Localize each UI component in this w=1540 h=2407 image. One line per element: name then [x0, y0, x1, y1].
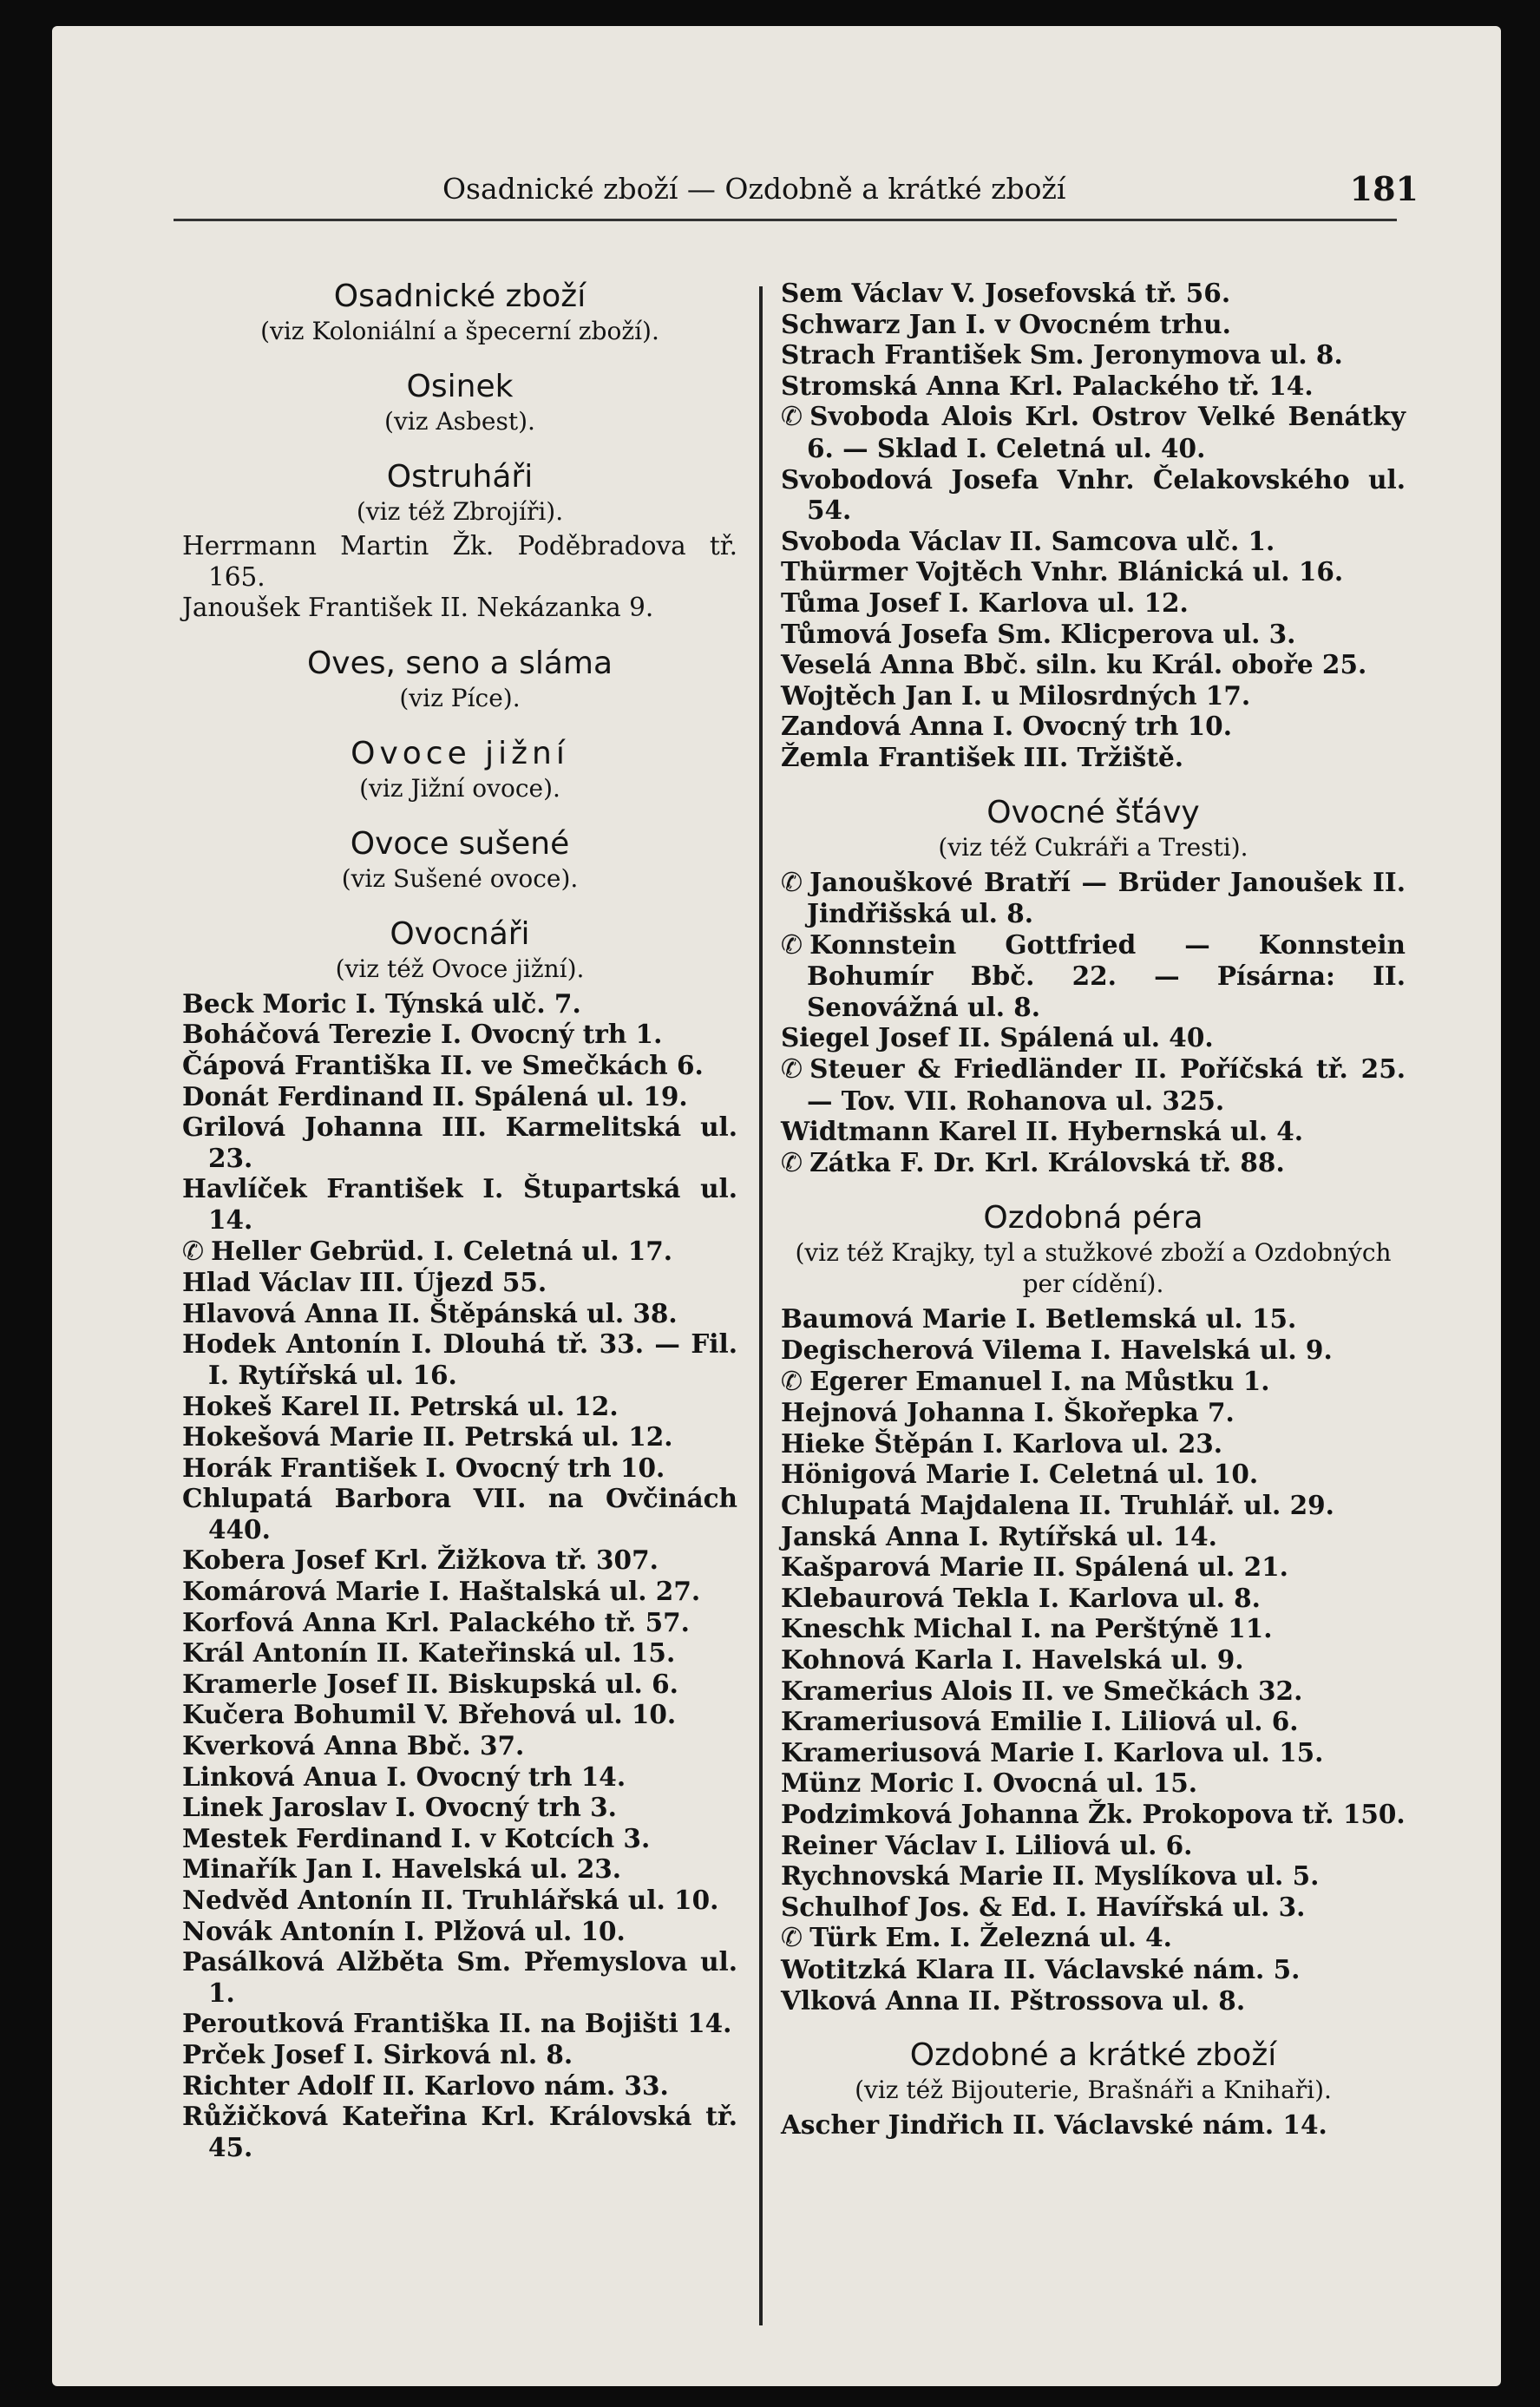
cross-reference: (viz Asbest). [384, 407, 535, 436]
directory-entry [781, 401, 1406, 463]
entry-text: Janoušek František II. Nekázanka 9. [182, 593, 654, 623]
entry-text: Chlupatá Barbora VII. na Ovčinách 440. [182, 1483, 737, 1545]
section-heading: Oves, seno a sláma [306, 645, 613, 681]
entry-text: Linková Anua I. Ovocný trh 14. [182, 1761, 626, 1792]
entry-text: Mestek Ferdinand I. v Kotcích 3. [182, 1822, 651, 1853]
section-heading: Ovoce jižní [351, 735, 569, 771]
directory-entry [182, 1853, 737, 1885]
directory-entry [781, 742, 1406, 773]
directory-entry [182, 1576, 737, 1607]
directory-entry [781, 1459, 1406, 1490]
entry-text: Kramerius Alois II. ve Smečkách 32. [781, 1675, 1303, 1706]
entry-text: Krameriusová Emilie I. Liliová ul. 6. [781, 1706, 1299, 1737]
entry-text: Novák Antonín I. Plžová ul. 10. [182, 1915, 626, 1946]
entry-text: Janská Anna I. Rytířská ul. 14. [781, 1520, 1217, 1551]
entry-text: Chlupatá Majdalena II. Truhlář. ul. 29. [781, 1490, 1334, 1520]
entry-text: Grilová Johanna III. Karmelitská ul. 23. [182, 1112, 737, 1173]
entry-text: Kašparová Marie II. Spálená ul. 21. [781, 1551, 1288, 1583]
entry-text: Rychnovská Marie II. Myslíkova ul. 5. [781, 1860, 1320, 1892]
entry-text: Hlavová Anna II. Štěpánská ul. 38. [182, 1297, 678, 1328]
telephone-icon: ✆ [781, 402, 803, 433]
directory-entry [781, 1583, 1406, 1614]
entry-text: Steuer & Friedländer II. Poříčská tř. 25. — Tov. VII. Rohanova ul. 325. [807, 1053, 1406, 1116]
directory-entry [781, 1644, 1406, 1676]
cross-reference: (viz též Ovoce jižní). [335, 954, 585, 983]
directory-entry [781, 1366, 1406, 1398]
directory-entry [781, 1551, 1406, 1583]
directory-entry [781, 680, 1406, 712]
entry-text: Hieke Štěpán I. Karlova ul. 23. [781, 1427, 1223, 1459]
directory-entry [182, 1607, 737, 1638]
entry-text: Kneschk Michal I. na Perštýně 11. [781, 1613, 1273, 1644]
entry-text: Krameriusová Marie I. Karlova ul. 15. [781, 1736, 1324, 1768]
section-heading: Osinek [406, 369, 514, 404]
telephone-icon: ✆ [781, 1366, 803, 1397]
directory-entry [182, 1173, 737, 1235]
entry-text: Klebaurová Tekla I. Karlova ul. 8. [781, 1582, 1261, 1613]
entry-text: Svobodová Josefa Vnhr. Čelakovského ul. 54. [781, 463, 1406, 526]
directory-entry [781, 526, 1406, 557]
directory-entry [781, 1147, 1406, 1179]
directory-entry [182, 1298, 737, 1329]
entry-text: Tůma Josef I. Karlova ul. 12. [781, 587, 1189, 618]
section-heading: Osadnické zboží [333, 279, 587, 314]
directory-entry [781, 2109, 1406, 2141]
section-heading: Ozdobné a krátké zboží [909, 2037, 1277, 2074]
entry-text: Žemla František III. Tržiště. [781, 741, 1184, 772]
directory-entry [781, 309, 1406, 340]
directory-entry [182, 1637, 737, 1669]
directory-entry [182, 2008, 737, 2039]
directory-entry [781, 1954, 1406, 1985]
entry-text: Zandová Anna I. Ovocný trh 10. [781, 711, 1232, 742]
entry-text: Komárová Marie I. Haštalská ul. 27. [182, 1576, 701, 1607]
directory-entry [182, 1946, 737, 2008]
entry-text: Donát Ferdinand II. Spálená ul. 19. [182, 1080, 688, 1112]
directory-entry [182, 1823, 737, 1854]
directory-entry [781, 464, 1406, 526]
directory-entry [781, 371, 1406, 402]
entry-text: Hlad Václav III. Újezd 55. [182, 1267, 547, 1298]
telephone-icon: ✆ [781, 1147, 803, 1178]
directory-entry [781, 556, 1406, 587]
entry-text: Konnstein Gottfried — Konnstein Bohumír Bbč. 22. — Písárna: II. Senovážná ul. 8. [807, 928, 1406, 1022]
directory-entry [182, 1916, 737, 1947]
entry-text: Korfová Anna Krl. Palackého tř. 57. [182, 1606, 690, 1637]
directory-page [52, 26, 1501, 2386]
entry-text: Kramerle Josef II. Biskupská ul. 6. [182, 1668, 678, 1699]
directory-entry [781, 1985, 1406, 2017]
directory-entry [781, 1706, 1406, 1737]
entry-text: Svoboda Alois Krl. Ostrov Velké Benátky 6. — Sklad I. Celetná ul. 40. [807, 401, 1406, 463]
entry-text: Reiner Václav I. Liliová ul. 6. [781, 1829, 1193, 1860]
entry-text: Nedvěd Antonín II. Truhlářská ul. 10. [182, 1885, 719, 1915]
entry-text: Schwarz Jan I. v Ovocném trhu. [781, 308, 1231, 339]
page-header [52, 165, 1501, 217]
entry-text: Wojtěch Jan I. u Milosrdných 17. [781, 679, 1251, 711]
entry-text: Kučera Bohumil V. Břehová ul. 10. [182, 1699, 677, 1730]
right-column [781, 278, 1406, 2141]
directory-entry [182, 1328, 737, 1390]
directory-entry [781, 278, 1406, 309]
entry-text: Herrmann Martin Žk. Poděbradova tř. 165. [182, 531, 737, 592]
directory-entry [781, 1830, 1406, 1861]
directory-entry [781, 1335, 1406, 1366]
directory-entry [182, 1050, 737, 1081]
entry-text: Hodek Antonín I. Dlouhá tř. 33. — Fil. I. Rytířská ul. 16. [182, 1328, 737, 1390]
directory-entry [182, 531, 737, 593]
entry-text: Svoboda Václav II. Samcova ulč. 1. [781, 525, 1275, 556]
directory-entry [182, 988, 737, 1020]
entry-text: Ascher Jindřich II. Václavské nám. 14. [781, 2109, 1327, 2141]
running-title: Osadnické zboží — Ozdobně a krátké zboží [442, 172, 1066, 206]
directory-entry [182, 1019, 737, 1050]
directory-entry [182, 1112, 737, 1173]
directory-entry [182, 1081, 737, 1112]
header-rule [174, 219, 1397, 221]
directory-entry [182, 1267, 737, 1298]
directory-entry [781, 929, 1406, 1023]
entry-text: Veselá Anna Bbč. siln. ku Král. oboře 25. [781, 649, 1367, 680]
entry-text: Vlková Anna II. Pštrossova ul. 8. [781, 1984, 1246, 2016]
telephone-icon: ✆ [182, 1236, 205, 1267]
cross-reference: (viz též Cukráři a Tresti). [938, 832, 1248, 862]
cross-reference: (viz Jižní ovoce). [359, 773, 560, 803]
entry-text: Baumová Marie I. Betlemská ul. 15. [781, 1303, 1297, 1335]
entry-text: Siegel Josef II. Spálená ul. 40. [781, 1022, 1214, 1053]
directory-entry [182, 1453, 737, 1484]
entry-text: Stromská Anna Krl. Palackého tř. 14. [781, 370, 1314, 401]
entry-text: Janouškové Bratří — Brüder Janoušek II. Jindřišská ul. 8. [807, 866, 1406, 929]
entry-text: Türk Em. I. Železná ul. 4. [809, 1922, 1172, 1953]
cross-reference: (viz Píce). [399, 683, 521, 712]
entry-text: Podzimková Johanna Žk. Prokopova tř. 150. [781, 1798, 1406, 1829]
section-heading: Ostruháři [386, 459, 534, 495]
directory-entry [781, 1397, 1406, 1428]
entry-text: Peroutková Františka II. na Bojišti 14. [182, 2008, 732, 2039]
entry-text: Minařík Jan I. Havelská ul. 23. [182, 1853, 622, 1885]
directory-entry [781, 1799, 1406, 1830]
directory-entry [182, 1421, 737, 1453]
entry-text: Degischerová Vilema I. Havelská ul. 9. [781, 1335, 1333, 1366]
entry-text: Hönigová Marie I. Celetná ul. 10. [781, 1459, 1259, 1490]
section-heading: Ovoce sušené [350, 825, 570, 862]
directory-entry [781, 587, 1406, 619]
entry-text: Strach František Sm. Jeronymova ul. 8. [781, 339, 1343, 371]
directory-entry [182, 1885, 737, 1916]
directory-entry [781, 1116, 1406, 1147]
section-heading: Ozdobná péra [983, 1200, 1203, 1236]
telephone-icon: ✆ [781, 929, 803, 961]
directory-entry [781, 1737, 1406, 1768]
entry-text: Tůmová Josefa Sm. Klicperova ul. 3. [781, 618, 1296, 649]
directory-entry [781, 1022, 1406, 1053]
directory-entry [182, 2101, 737, 2162]
directory-entry [182, 593, 737, 624]
directory-entry [781, 1768, 1406, 1799]
entry-text: Egerer Emanuel I. na Můstku 1. [809, 1365, 1270, 1396]
directory-entry [781, 1428, 1406, 1459]
directory-entry [182, 2039, 737, 2070]
directory-entry [781, 1303, 1406, 1335]
directory-entry [781, 1521, 1406, 1552]
section-heading: Ovocné šťávy [986, 794, 1200, 830]
directory-entry [781, 867, 1406, 929]
left-column [182, 278, 737, 2162]
directory-entry [781, 1676, 1406, 1707]
directory-entry [182, 1236, 737, 1268]
directory-entry [182, 1761, 737, 1793]
directory-entry [182, 1792, 737, 1823]
directory-entry [182, 1545, 737, 1576]
directory-entry [781, 1490, 1406, 1521]
directory-entry [781, 1053, 1406, 1116]
entry-text: Pasálková Alžběta Sm. Přemyslova ul. 1. [182, 1946, 737, 2008]
directory-entry [781, 339, 1406, 371]
entry-text: Čápová Františka II. ve Smečkách 6. [182, 1049, 704, 1080]
entry-text: Heller Gebrüd. I. Celetná ul. 17. [211, 1235, 673, 1266]
section-heading: Ovocnáři [390, 915, 530, 952]
entry-text: Růžičková Kateřina Krl. Královská tř. 45. [182, 2101, 737, 2162]
column-divider [759, 286, 763, 2325]
telephone-icon: ✆ [781, 1923, 803, 1954]
cross-reference: (viz též Bijouterie, Brašnáři a Knihaři). [855, 2076, 1332, 2105]
cross-reference: (viz též Zbrojíři). [356, 497, 564, 526]
page-number: 181 [1349, 169, 1419, 208]
entry-text: Zátka F. Dr. Krl. Královská tř. 88. [809, 1146, 1285, 1177]
entry-text: Richter Adolf II. Karlovo nám. 33. [182, 2069, 669, 2101]
entry-text: Hejnová Johanna I. Škořepka 7. [781, 1397, 1235, 1428]
directory-entry [781, 1860, 1406, 1892]
directory-entry [781, 649, 1406, 680]
directory-entry [182, 1699, 737, 1730]
entry-text: Boháčová Terezie I. Ovocný trh 1. [182, 1019, 663, 1050]
entry-text: Král Antonín II. Kateřinská ul. 15. [182, 1637, 676, 1669]
entry-text: Linek Jaroslav I. Ovocný trh 3. [182, 1792, 617, 1823]
directory-entry [781, 1613, 1406, 1644]
directory-entry [182, 1391, 737, 1422]
telephone-icon: ✆ [781, 867, 803, 898]
cross-reference: (viz Sušené ovoce). [341, 863, 579, 893]
directory-entry [182, 2070, 737, 2102]
entry-text: Schulhof Jos. & Ed. I. Havířská ul. 3. [781, 1891, 1306, 1922]
entry-text: Havlíček František I. Štupartská ul. 14. [182, 1173, 737, 1235]
entry-text: Sem Václav V. Josefovská tř. 56. [781, 278, 1231, 308]
directory-entry [182, 1483, 737, 1545]
entry-text: Beck Moric I. Týnská ulč. 7. [182, 987, 581, 1019]
directory-entry [781, 1922, 1406, 1954]
entry-text: Kobera Josef Krl. Žižkova tř. 307. [182, 1545, 659, 1576]
directory-entry [182, 1669, 737, 1700]
entry-text: Hokešová Marie II. Petrská ul. 12. [182, 1421, 673, 1453]
entry-text: Hokeš Karel II. Petrská ul. 12. [182, 1390, 619, 1421]
entry-text: Wotitzká Klara II. Václavské nám. 5. [781, 1953, 1301, 1984]
directory-entry [781, 619, 1406, 650]
directory-entry [781, 711, 1406, 742]
entry-text: Horák František I. Ovocný trh 10. [182, 1452, 665, 1483]
entry-text: Münz Moric I. Ovocná ul. 15. [781, 1768, 1198, 1799]
entry-text: Widtmann Karel II. Hybernská ul. 4. [781, 1116, 1304, 1147]
telephone-icon: ✆ [781, 1054, 803, 1085]
directory-entry [781, 1892, 1406, 1923]
entry-text: Kohnová Karla I. Havelská ul. 9. [781, 1643, 1244, 1675]
entry-text: Kverková Anna Bbč. 37. [182, 1730, 525, 1761]
cross-reference: (viz Koloniální a špecerní zboží). [260, 317, 659, 345]
cross-reference: (viz též Krajky, tyl a stužkové zboží a Ozdobných per cídění). [795, 1238, 1392, 1299]
entry-text: Thürmer Vojtěch Vnhr. Blánická ul. 16. [781, 556, 1344, 587]
directory-entry [182, 1730, 737, 1761]
entry-text: Prček Josef I. Sirková nl. 8. [182, 2038, 573, 2069]
